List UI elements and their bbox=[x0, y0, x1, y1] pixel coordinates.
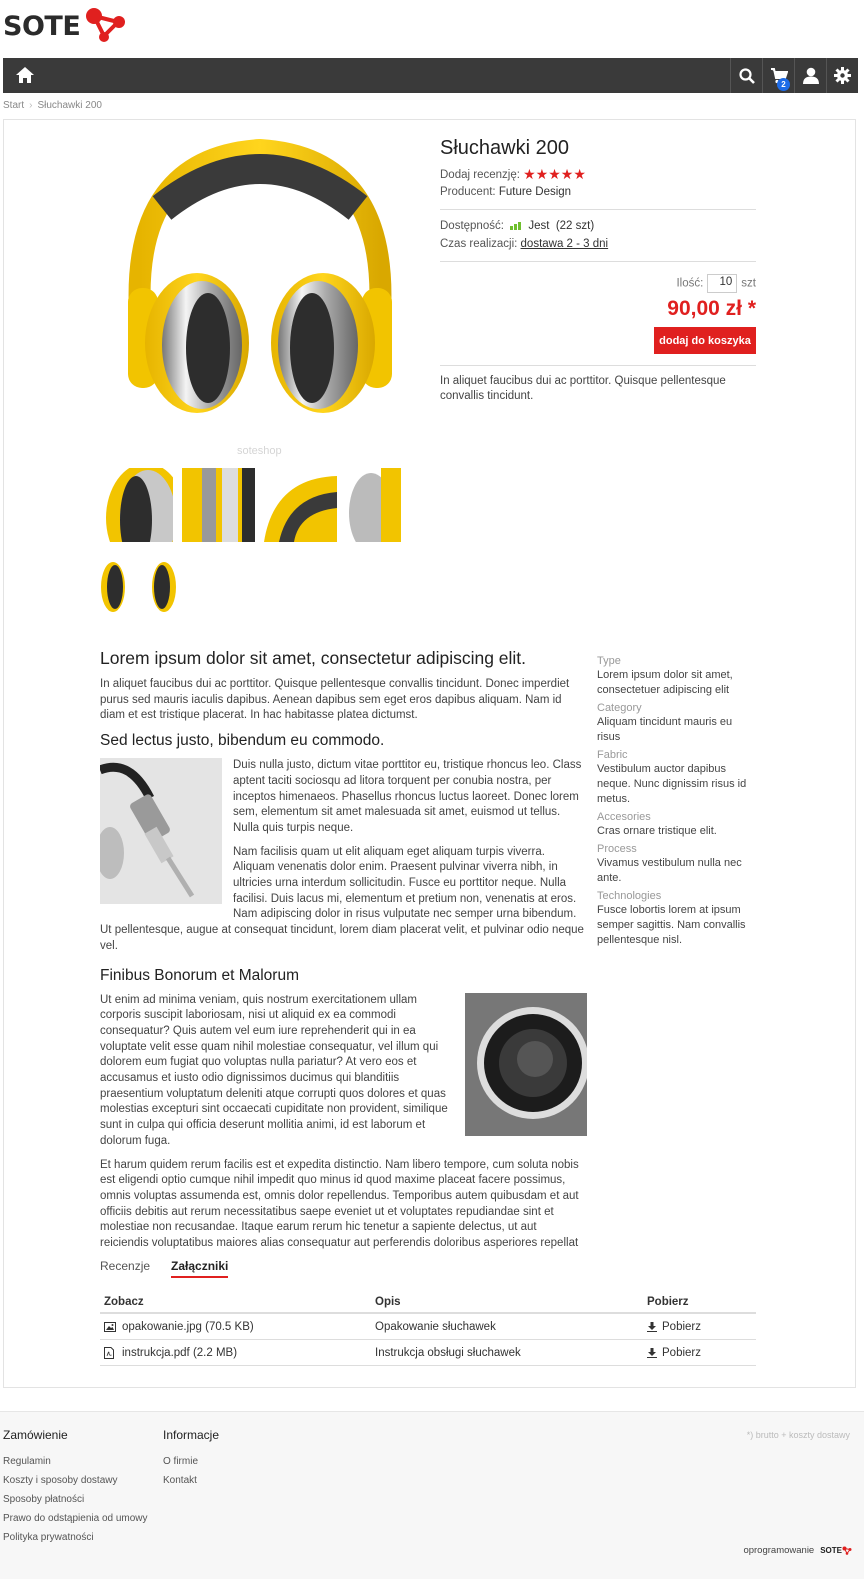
breadcrumb-start-link[interactable]: Start bbox=[3, 100, 25, 111]
product-main-image[interactable] bbox=[122, 138, 398, 428]
attachment-link[interactable]: opakowanie.jpg (70.5 KB) bbox=[122, 1320, 254, 1333]
home-icon[interactable] bbox=[15, 66, 37, 86]
rating-stars[interactable]: ★★★★★ bbox=[523, 166, 586, 182]
navbar bbox=[3, 58, 858, 93]
breadcrumb-current: Słuchawki 200 bbox=[37, 100, 102, 111]
table-row bbox=[100, 1314, 756, 1340]
desc-paragraph: Duis nulla justo, dictum vitae porttitor eu, tristique rhoncus leo. Class aptent taciti sociosqu ad litora torquent per conubia nostra, per inceptos himenaeos. Phasellus rhoncus luctus laoreet. Donec lorem sem, elementum sit amet malesuada sit amet, euismod ut tellus. Nulla quis turpis neque. bbox=[233, 759, 582, 834]
powered-label: oprogramowanie bbox=[743, 1545, 815, 1556]
download-button[interactable] bbox=[647, 1347, 752, 1359]
stock-count: (22 szt) bbox=[555, 220, 595, 232]
search-icon[interactable] bbox=[730, 58, 762, 93]
footer-link[interactable]: Kontakt bbox=[163, 1475, 197, 1486]
desc-paragraph: Ut enim ad minima veniam, quis nostrum exercitationem ullam corporis suscipit laboriosam, nisi ut aliquid ex ea commodi consequatur? Quis autem vel eum iure reprehenderit qui in ea voluptate velit esse quam nihil molestiae consequatur, vel illum qui dolorem eum fugiat quo voluptas nulla pariatur? At vero eos et accusamus et iusto odio dignissimos ducimus qui blanditiis praesentium voluptatum deleniti atque corrupti quos dolores et quas molestias excepturi sint occaecati cupiditate non provident, similique sunt in culpa qui officia deserunt mollitia animi, id est laborum et dolorum fuga. bbox=[100, 993, 448, 1147]
footer-col-order bbox=[3, 1428, 148, 1547]
desc-paragraph: In aliquet faucibus dui ac porttitor. Quisque pellentesque convallis tincidunt. Donec imperdiet purus sed mauris iaculis dapibus. Aenean dapibus sem eget eros dapibus aliquam. Nam id diam et est tristique placerat. In hac habitasse platea dictumst. bbox=[100, 678, 570, 722]
desc-paragraph: Nam facilisis quam ut elit aliquam eget aliquam turpis viverra. Aliquam venenatis dolor enim. Praesent pulvinar viverra nibh, in ultricies urna interdum sollicitudin. Fusce eu porttitor neque. Nulla facilisi. Duis lacus mi, elementum et pretium non, venenatis at eros. Nam adipiscing dolor in risus vulputate nec semper urna bibendum. Ut pellentesque, augue at consequat tincidunt, lorem diam placerat velit, et pulvinar odio neque vel. bbox=[100, 845, 584, 952]
tab-reviews[interactable]: Recenzje bbox=[100, 1259, 151, 1273]
attachment-desc: Opakowanie słuchawek bbox=[375, 1320, 496, 1333]
speaker-image bbox=[465, 993, 587, 1136]
download-button[interactable] bbox=[647, 1321, 752, 1333]
attachment-desc: Instrukcja obsługi słuchawek bbox=[375, 1346, 521, 1359]
product-price: 90,00 zł * bbox=[667, 297, 756, 320]
footer-link[interactable]: Koszty i sposoby dostawy bbox=[3, 1475, 118, 1486]
footer-heading: Informacje bbox=[163, 1428, 220, 1442]
download-icon bbox=[647, 1322, 657, 1332]
qty-label: Ilość: bbox=[676, 277, 704, 290]
logo-mark-icon bbox=[82, 4, 128, 44]
logo[interactable] bbox=[3, 6, 128, 46]
availability-bars-icon bbox=[510, 219, 522, 236]
footer-link[interactable]: O firmie bbox=[163, 1456, 198, 1467]
price-note: *) brutto + koszty dostawy bbox=[746, 1430, 850, 1440]
attr-value: Aliquam tincidunt mauris eu risus bbox=[597, 716, 733, 743]
add-to-cart-button[interactable]: dodaj do koszyka bbox=[654, 327, 756, 354]
attr-label: Process bbox=[597, 843, 637, 855]
attr-label: Category bbox=[597, 702, 642, 714]
download-label: Pobierz bbox=[662, 1320, 701, 1333]
gear-icon[interactable] bbox=[826, 58, 858, 93]
powered-by[interactable] bbox=[743, 1545, 852, 1556]
attr-value: Cras ornare tristique elit. bbox=[597, 825, 717, 837]
table-header bbox=[100, 1292, 756, 1314]
desc-heading-2: Sed lectus justo, bibendum eu commodo. bbox=[100, 732, 385, 750]
footer-col-info bbox=[163, 1428, 219, 1490]
attr-value: Fusce lobortis lorem at ipsum semper sagittis. Nam convallis pellentesque nisl. bbox=[597, 904, 746, 946]
footer bbox=[0, 1411, 864, 1579]
download-icon bbox=[647, 1348, 657, 1358]
desc-heading-1: Lorem ipsum dolor sit amet, consectetur adipiscing elit. bbox=[100, 648, 527, 668]
attr-label: Technologies bbox=[597, 890, 662, 902]
thumbnail-image[interactable] bbox=[182, 468, 255, 542]
attachments-table bbox=[100, 1292, 756, 1366]
attr-label: Fabric bbox=[597, 749, 628, 761]
footer-link[interactable]: Polityka prywatności bbox=[3, 1532, 94, 1543]
cart-icon[interactable] bbox=[762, 58, 794, 93]
breadcrumb: Start › Słuchawki 200 bbox=[3, 100, 102, 111]
product-attributes bbox=[597, 651, 757, 951]
image-watermark: soteshop bbox=[237, 445, 282, 457]
attachment-link[interactable]: instrukcja.pdf (2.2 MB) bbox=[122, 1346, 238, 1359]
attr-label: Accesories bbox=[597, 811, 651, 823]
footer-link[interactable]: Prawo do odstąpienia od umowy bbox=[3, 1513, 148, 1524]
col-header: Opis bbox=[375, 1296, 401, 1308]
thumbnail-image[interactable] bbox=[346, 468, 419, 542]
image-icon bbox=[104, 1322, 116, 1332]
product-info bbox=[440, 137, 756, 404]
qty-unit: szt bbox=[741, 277, 756, 290]
product-tabs bbox=[100, 1259, 249, 1278]
footer-link[interactable]: Sposoby płatności bbox=[3, 1494, 85, 1505]
table-row bbox=[100, 1340, 756, 1366]
attr-value: Vivamus vestibulum nulla nec ante. bbox=[597, 857, 742, 884]
attr-value: Vestibulum auctor dapibus neque. Nunc dignissim risus id metus. bbox=[597, 763, 747, 805]
product-description bbox=[100, 648, 587, 1260]
thumbnail-image[interactable] bbox=[264, 468, 337, 542]
jack-cable-image bbox=[100, 758, 222, 904]
availability-value: Jest bbox=[528, 220, 550, 232]
footer-heading: Zamówienie bbox=[3, 1428, 68, 1442]
desc-heading-3: Finibus Bonorum et Malorum bbox=[100, 966, 299, 984]
desc-paragraph: Et harum quidem rerum facilis est et expedita distinctio. Nam libero tempore, cum soluta nobis est eligendi optio cumque nihil impedit quo minus id quod maxime placeat facere possimus, omnis voluptas assumenda est, omnis dolor repellendus. Temporibus autem quibusdam et aut officiis debitis aut rerum necessitatibus saepe eveniet ut et voluptates repudiandae sint et molestiae non recusandae. Itaque earum rerum hic tenetur a sapiente delectus, ut aut reiciendis voluptatibus maiores alias consequatur aut perferendis doloribus asperiores repellat bbox=[100, 1158, 579, 1250]
thumbnail-image[interactable] bbox=[100, 468, 173, 542]
footer-link[interactable]: Regulamin bbox=[3, 1456, 51, 1467]
user-icon[interactable] bbox=[794, 58, 826, 93]
producer-label: Producent: bbox=[440, 186, 496, 198]
lead-time-label: Czas realizacji: bbox=[440, 238, 518, 250]
thumbnail-row-2 bbox=[100, 561, 202, 613]
logo-text: SOTE bbox=[3, 10, 81, 42]
attr-label: Type bbox=[597, 655, 621, 667]
availability-label: Dostępność: bbox=[440, 220, 504, 232]
thumbnail-image[interactable] bbox=[100, 561, 127, 613]
short-description: In aliquet faucibus dui ac porttitor. Quisque pellentesque convallis tincidunt. bbox=[440, 375, 726, 402]
lead-time-link[interactable]: dostawa 2 - 3 dni bbox=[520, 238, 609, 250]
thumbnail-row bbox=[100, 468, 428, 542]
tab-attachments[interactable]: Załączniki bbox=[171, 1259, 228, 1278]
thumbnail-image[interactable] bbox=[151, 561, 178, 613]
qty-input[interactable]: 10 bbox=[707, 274, 737, 293]
cart-count-badge: 2 bbox=[777, 78, 790, 91]
product-title: Słuchawki 200 bbox=[440, 137, 569, 159]
attr-value: Lorem ipsum dolor sit amet, consectetuer adipiscing elit bbox=[597, 669, 733, 696]
review-label[interactable]: Dodaj recenzję: bbox=[440, 169, 520, 181]
col-header: Zobacz bbox=[104, 1296, 144, 1308]
download-label: Pobierz bbox=[662, 1346, 701, 1359]
producer-link[interactable]: Future Design bbox=[498, 186, 572, 198]
pdf-icon bbox=[104, 1347, 114, 1359]
col-header: Pobierz bbox=[647, 1296, 689, 1308]
powered-brand: SOTE bbox=[820, 1546, 842, 1555]
powered-logo-icon bbox=[842, 1546, 852, 1555]
